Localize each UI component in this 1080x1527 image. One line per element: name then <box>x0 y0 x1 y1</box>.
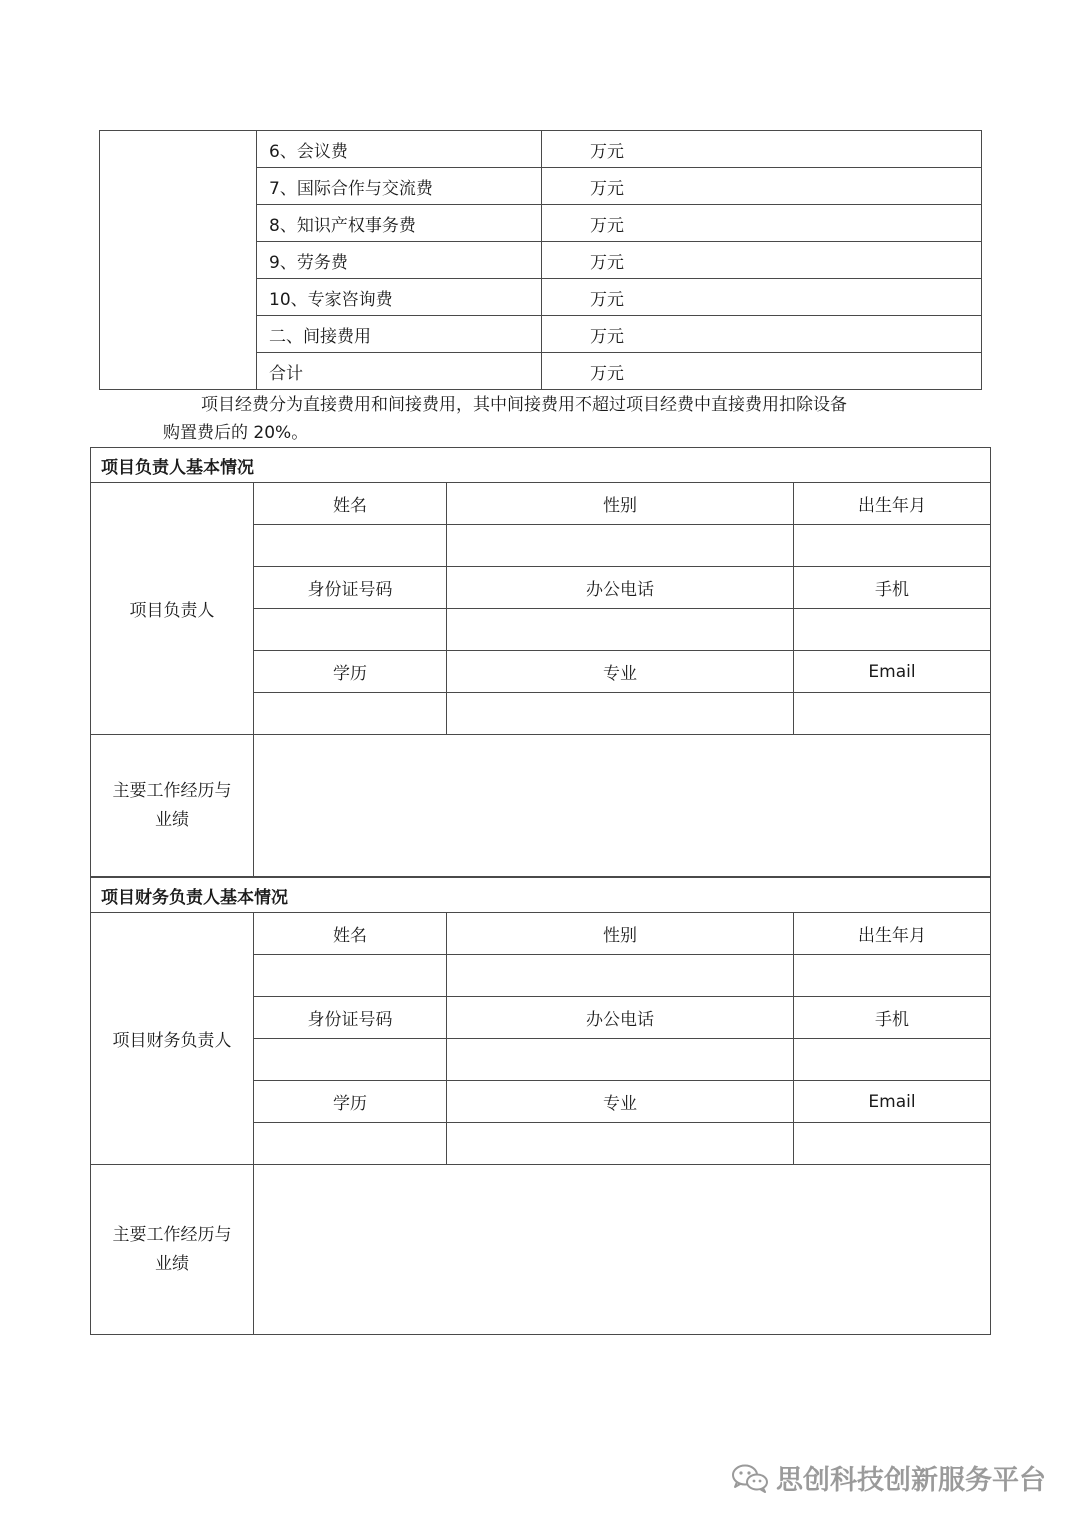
header-major: 专业 <box>447 1081 794 1123</box>
watermark-text: 思创科技创新服务平台 <box>776 1465 1046 1496</box>
gender-field[interactable] <box>447 525 794 567</box>
header-email: Email <box>794 1081 991 1123</box>
experience-field[interactable] <box>254 1165 991 1335</box>
header-name: 姓名 <box>254 913 447 955</box>
header-mobile: 手机 <box>794 997 991 1039</box>
section-title: 项目财务负责人基本情况 <box>91 878 991 913</box>
row-label: 项目负责人 <box>91 483 254 735</box>
budget-item: 7、国际合作与交流费 <box>257 168 542 205</box>
experience-label-line-2: 业绩 <box>155 809 189 830</box>
header-office-phone: 办公电话 <box>447 567 794 609</box>
leader-info-table <box>90 447 991 877</box>
wechat-icon <box>730 1463 770 1493</box>
name-field[interactable] <box>254 525 447 567</box>
budget-item: 9、劳务费 <box>257 242 542 279</box>
budget-item: 8、知识产权事务费 <box>257 205 542 242</box>
header-office-phone: 办公电话 <box>447 997 794 1039</box>
budget-unit: 万元 <box>542 316 982 353</box>
header-education: 学历 <box>254 651 447 693</box>
major-field[interactable] <box>447 1123 794 1165</box>
birth-field[interactable] <box>794 525 991 567</box>
mobile-field[interactable] <box>794 609 991 651</box>
id-number-field[interactable] <box>254 609 447 651</box>
budget-item: 6、会议费 <box>257 131 542 168</box>
major-field[interactable] <box>447 693 794 735</box>
gender-field[interactable] <box>447 955 794 997</box>
header-birth: 出生年月 <box>794 483 991 525</box>
experience-label-line-1: 主要工作经历与 <box>112 780 232 801</box>
header-education: 学历 <box>254 1081 447 1123</box>
header-email: Email <box>794 651 991 693</box>
budget-unit: 万元 <box>542 205 982 242</box>
header-gender: 性别 <box>447 913 794 955</box>
education-field[interactable] <box>254 693 447 735</box>
row-label: 项目财务负责人 <box>91 913 254 1165</box>
budget-unit: 万元 <box>542 168 982 205</box>
finance-info-table <box>90 877 991 1335</box>
budget-item: 二、间接费用 <box>257 316 542 353</box>
header-id-number: 身份证号码 <box>254 997 447 1039</box>
id-number-field[interactable] <box>254 1039 447 1081</box>
section-title: 项目负责人基本情况 <box>91 448 991 483</box>
budget-note-line-1: 项目经费分为直接费用和间接费用，其中间接费用不超过项目经费中直接费用扣除设备 <box>201 395 847 415</box>
office-phone-field[interactable] <box>447 609 794 651</box>
budget-unit: 万元 <box>542 353 982 390</box>
header-gender: 性别 <box>447 483 794 525</box>
birth-field[interactable] <box>794 955 991 997</box>
mobile-field[interactable] <box>794 1039 991 1081</box>
watermark <box>730 1458 1046 1497</box>
email-field[interactable] <box>794 1123 991 1165</box>
experience-label-line-1: 主要工作经历与 <box>112 1224 232 1245</box>
budget-table <box>99 130 982 390</box>
email-field[interactable] <box>794 693 991 735</box>
budget-unit: 万元 <box>542 242 982 279</box>
experience-label <box>91 735 254 877</box>
education-field[interactable] <box>254 1123 447 1165</box>
experience-label <box>91 1165 254 1335</box>
experience-field[interactable] <box>254 735 991 877</box>
header-id-number: 身份证号码 <box>254 567 447 609</box>
header-birth: 出生年月 <box>794 913 991 955</box>
budget-unit: 万元 <box>542 131 982 168</box>
budget-row <box>100 131 982 168</box>
experience-label-line-2: 业绩 <box>155 1253 189 1274</box>
budget-note-line-2: 购置费后的 20%。 <box>163 423 309 443</box>
office-phone-field[interactable] <box>447 1039 794 1081</box>
name-field[interactable] <box>254 955 447 997</box>
header-name: 姓名 <box>254 483 447 525</box>
budget-item: 10、专家咨询费 <box>257 279 542 316</box>
header-mobile: 手机 <box>794 567 991 609</box>
budget-unit: 万元 <box>542 279 982 316</box>
header-major: 专业 <box>447 651 794 693</box>
budget-item: 合计 <box>257 353 542 390</box>
budget-category-cell <box>100 131 257 390</box>
